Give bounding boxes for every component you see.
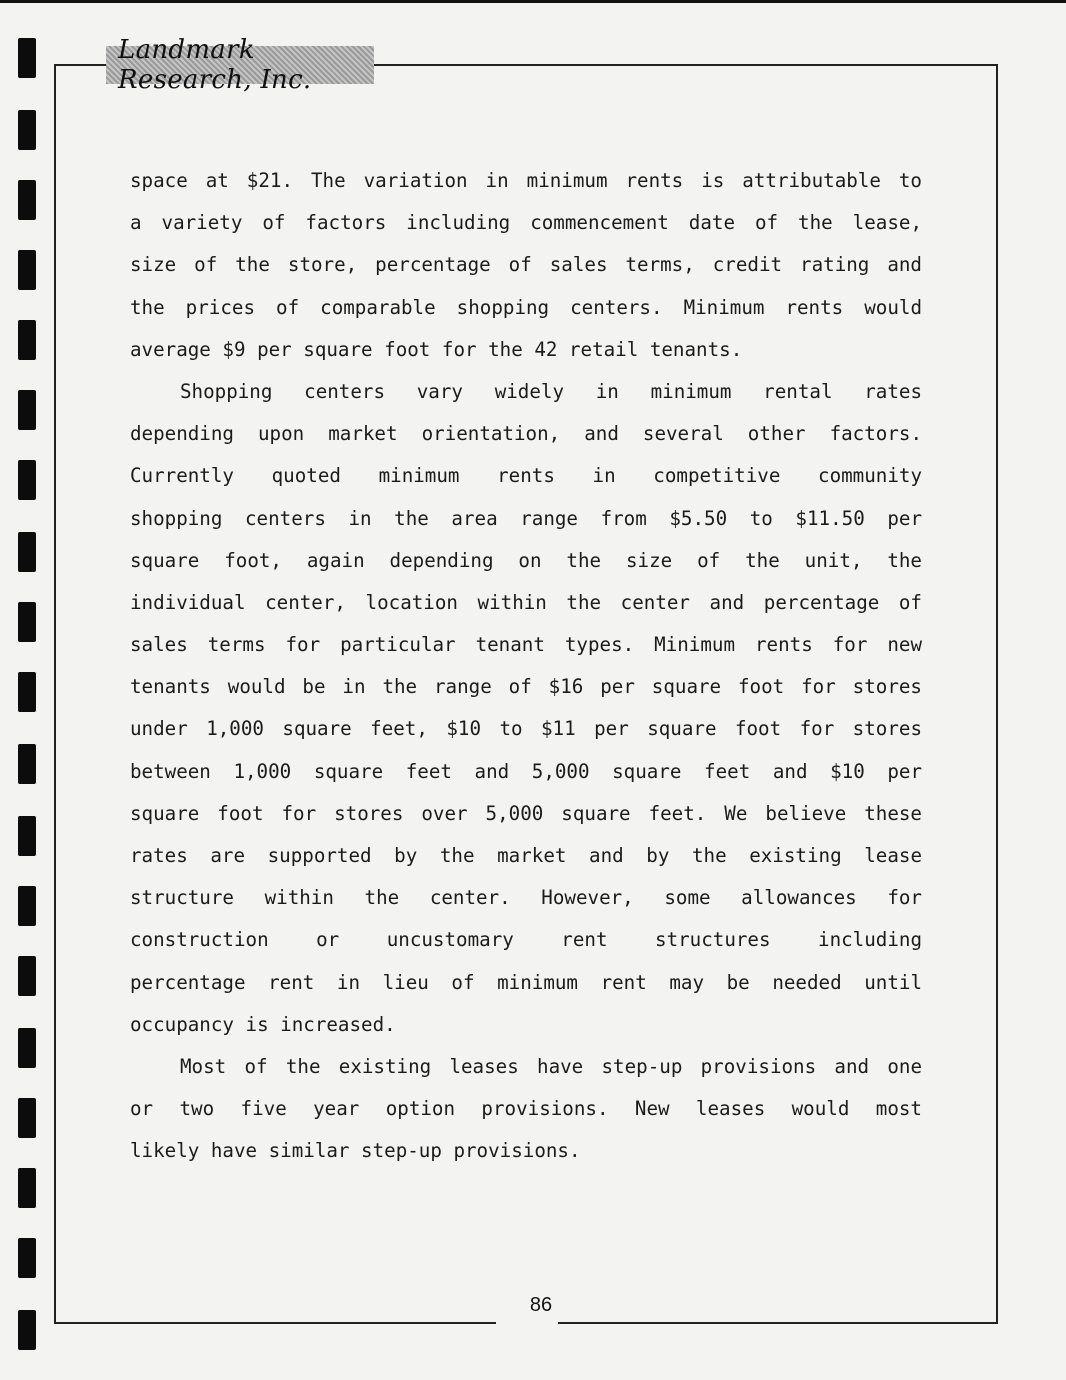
text-line: Most of the existing leases have step-up provisions and one	[180, 1054, 922, 1078]
binding-hole	[18, 672, 36, 712]
footer-rule-gap	[496, 1316, 558, 1332]
binding-hole	[18, 816, 36, 856]
body-text	[130, 160, 922, 1173]
binding-hole	[18, 1098, 36, 1138]
text-line: or two five year option provisions. New leases would most	[130, 1097, 922, 1121]
paragraph	[130, 160, 922, 371]
text-line: shopping centers in the area range from $5.50 to $11.50 per	[130, 506, 922, 530]
binding-hole	[18, 602, 36, 642]
company-logo-text: Landmark Research, Inc.	[118, 35, 312, 95]
binding-hole	[18, 886, 36, 926]
binding-hole	[18, 1168, 36, 1208]
text-line: depending upon market orientation, and several other factors.	[130, 422, 922, 446]
text-line: occupancy is increased.	[130, 1012, 396, 1036]
text-line: percentage rent in lieu of minimum rent may be needed until	[130, 970, 922, 994]
text-line: individual center, location within the center and percentage of	[130, 590, 922, 614]
binding-hole	[18, 744, 36, 784]
binding-hole	[18, 532, 36, 572]
text-line: space at $21. The variation in minimum rents is attributable to	[130, 169, 922, 192]
binding-hole	[18, 180, 36, 220]
text-line: construction or uncustomary rent structures including	[130, 928, 922, 952]
text-line: average $9 per square foot for the 42 retail tenants.	[130, 337, 743, 361]
paragraph	[130, 371, 922, 1046]
text-line: tenants would be in the range of $16 per square foot for stores	[130, 675, 922, 699]
text-line: Shopping centers vary widely in minimum rental rates	[180, 379, 922, 403]
text-line: size of the store, percentage of sales terms, credit rating and	[130, 253, 922, 277]
text-line: under 1,000 square feet, $10 to $11 per square foot for stores	[130, 717, 922, 741]
binding-hole	[18, 1310, 36, 1350]
text-line: between 1,000 square feet and 5,000 square feet and $10 per	[130, 759, 922, 783]
binding-hole	[18, 38, 36, 78]
text-line: the prices of comparable shopping centers. Minimum rents would	[130, 295, 922, 319]
text-line: sales terms for particular tenant types. Minimum rents for new	[130, 633, 922, 657]
company-logo	[106, 35, 374, 95]
text-line: a variety of factors including commencement date of the lease,	[130, 211, 922, 235]
paragraph	[130, 1046, 922, 1173]
text-line: structure within the center. However, some allowances for	[130, 886, 922, 910]
page-number: 86	[529, 1294, 553, 1316]
text-line: Currently quoted minimum rents in competitive community	[130, 464, 922, 488]
binding-hole	[18, 390, 36, 430]
text-line: rates are supported by the market and by the existing lease	[130, 844, 922, 867]
binding-hole	[18, 250, 36, 290]
text-line: square foot for stores over 5,000 square feet. We believe these	[130, 801, 922, 825]
page-top-edge	[0, 0, 1066, 3]
binding-hole	[18, 110, 36, 150]
binding-hole	[18, 320, 36, 360]
text-line: likely have similar step-up provisions.	[130, 1139, 581, 1163]
binding-hole	[18, 956, 36, 996]
binding-hole	[18, 1028, 36, 1068]
binding-hole	[18, 1238, 36, 1278]
binding-hole	[18, 460, 36, 500]
text-line: square foot, again depending on the size of the unit, the	[130, 548, 922, 572]
binding-holes	[18, 38, 38, 1358]
